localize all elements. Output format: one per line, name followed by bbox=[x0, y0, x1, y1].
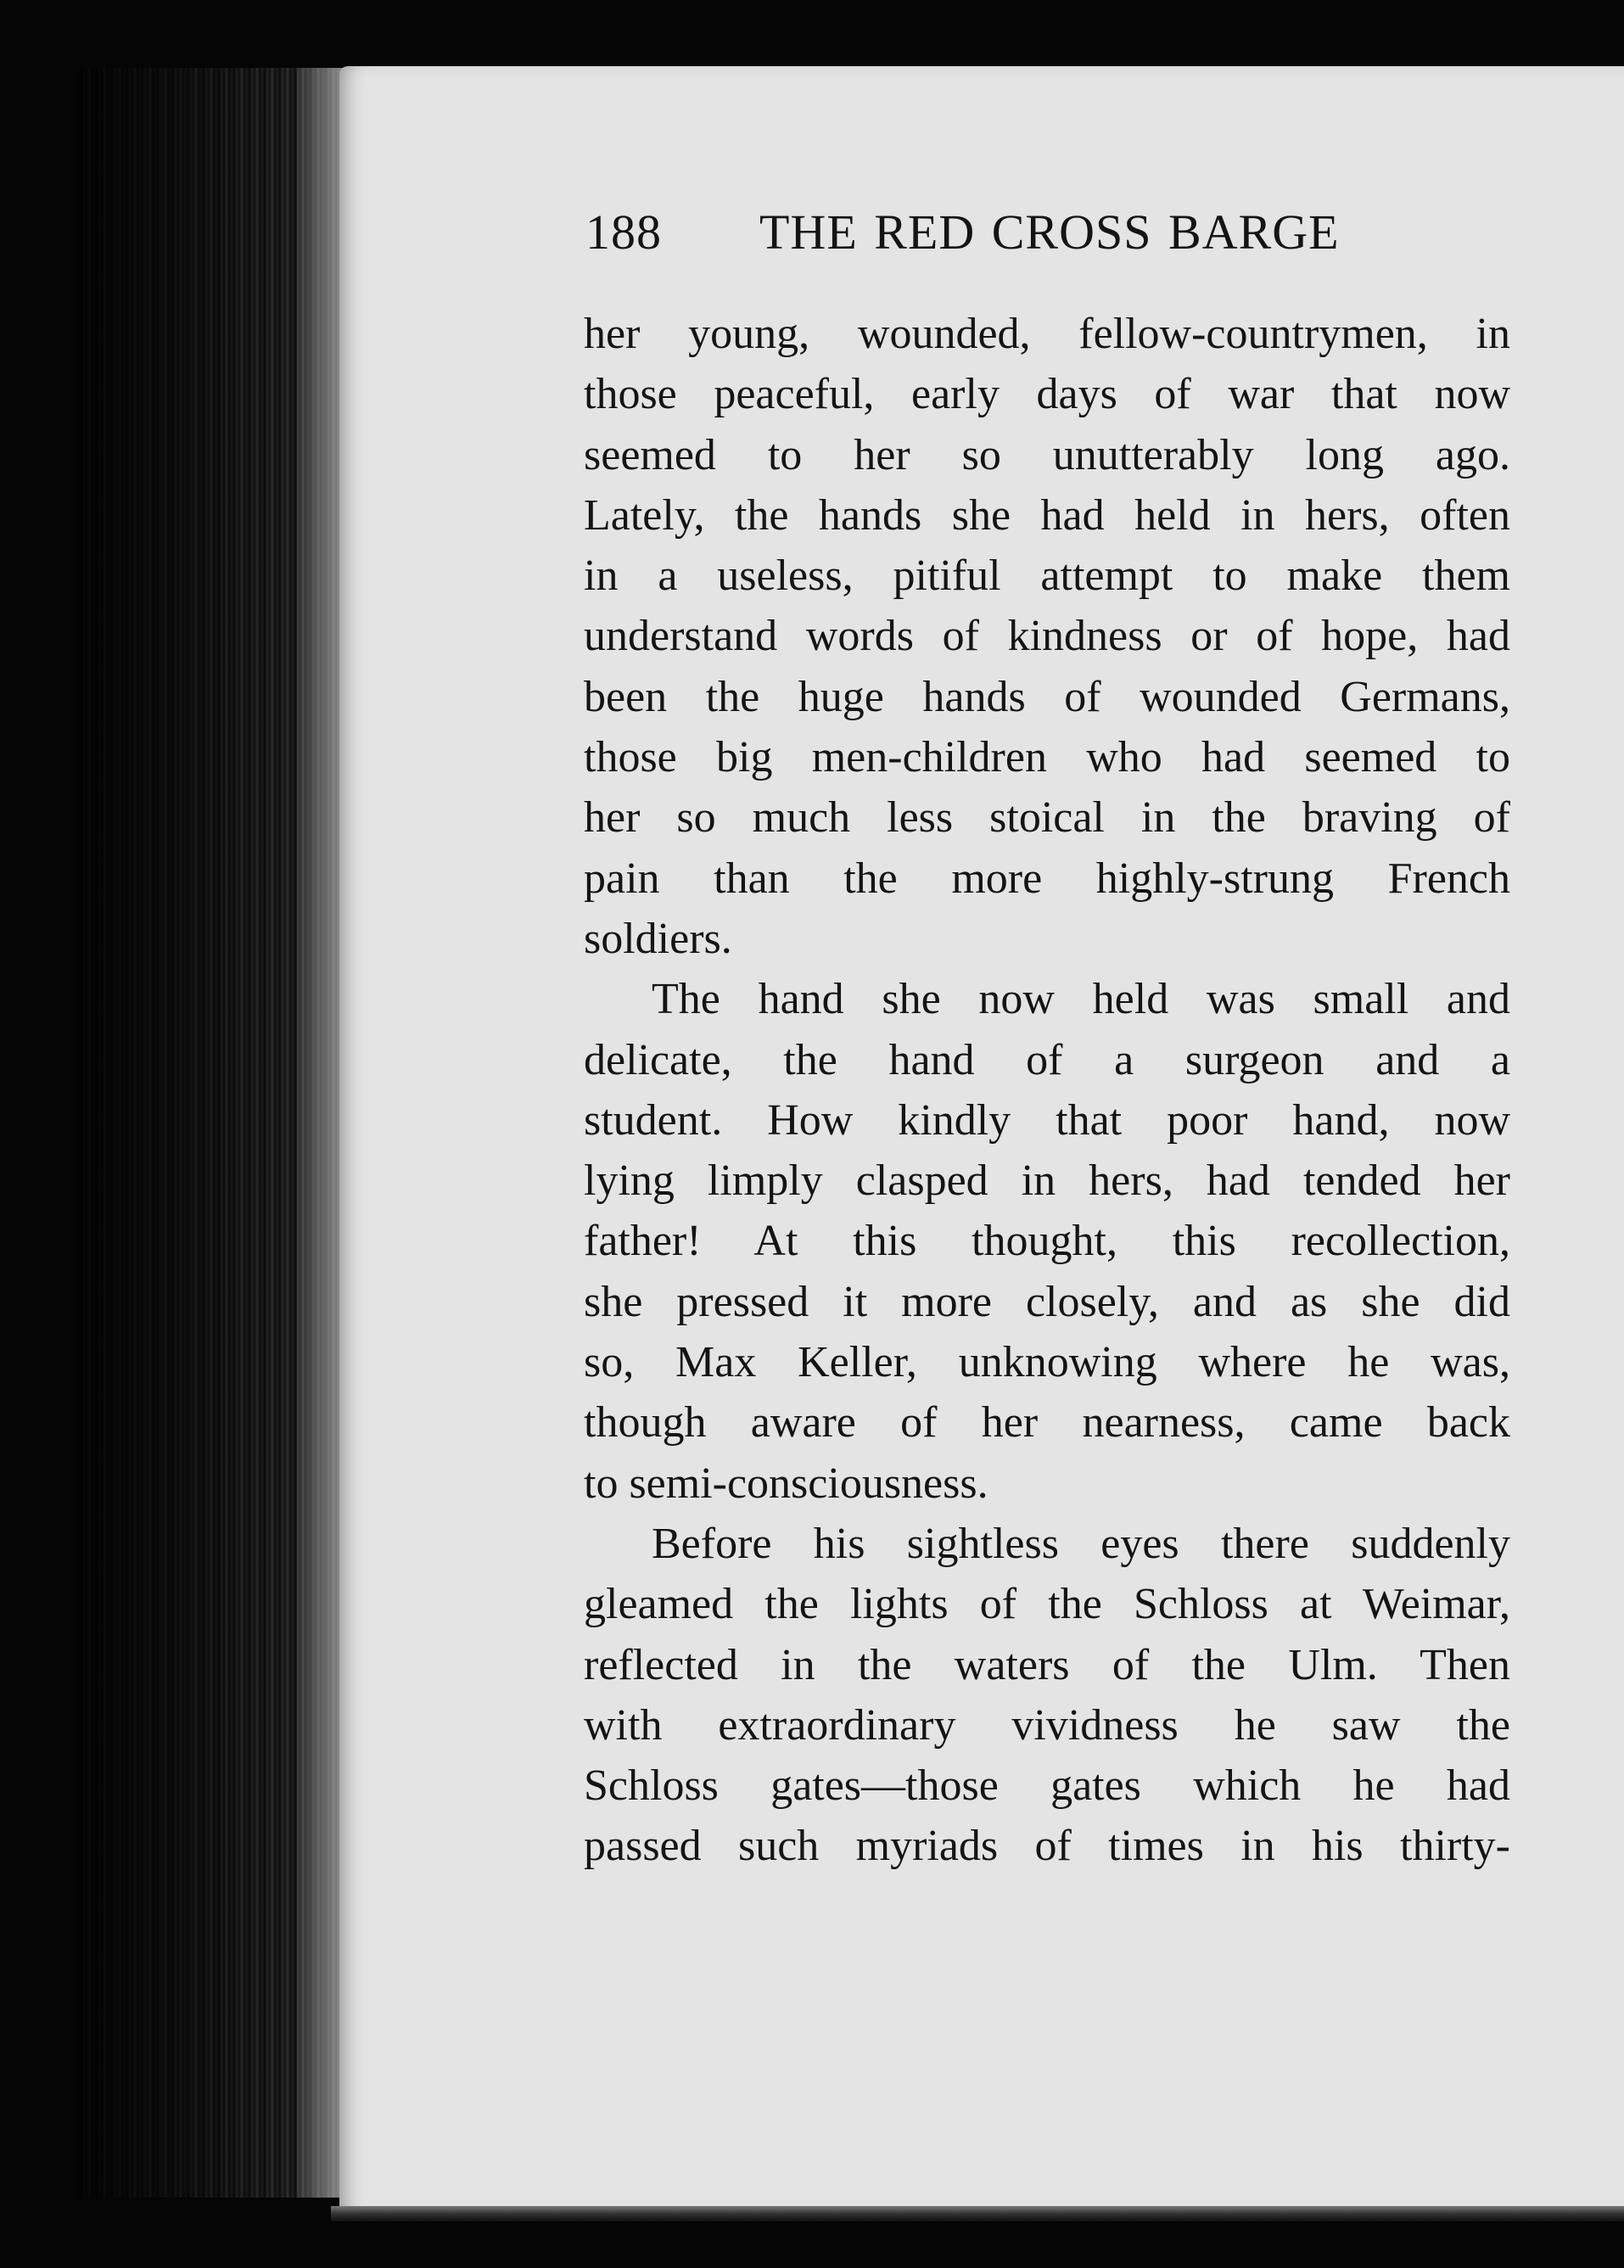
text-line: student. How kindly that poor hand, now bbox=[584, 1095, 1510, 1145]
text-line: those big men-children who had seemed to bbox=[584, 733, 1510, 782]
text-line: lying limply clasped in hers, had tended her bbox=[584, 1156, 1510, 1206]
text-line: Schloss gates—those gates which he had bbox=[584, 1761, 1510, 1811]
text-line: though aware of her nearness, came back bbox=[584, 1398, 1510, 1448]
text-line: Before his sightless eyes there suddenly bbox=[652, 1519, 1510, 1568]
text-line: seemed to her so unutterably long ago. bbox=[584, 430, 1510, 479]
text-line: reflected in the waters of the Ulm. Then bbox=[584, 1640, 1510, 1689]
text-line: to semi-consciousness. bbox=[584, 1459, 988, 1508]
body-text bbox=[584, 304, 1510, 1877]
text-line: her young, wounded, fellow-countrymen, in bbox=[584, 310, 1510, 358]
page-bottom-shadow bbox=[331, 2206, 1624, 2221]
text-line: with extraordinary vividness he saw the bbox=[584, 1700, 1510, 1750]
text-line: so, Max Keller, unknowing where he was, bbox=[584, 1338, 1510, 1387]
text-line: her so much less stoical in the braving of bbox=[584, 793, 1510, 843]
text-line: been the huge hands of wounded Germans, bbox=[584, 672, 1510, 721]
text-line: in a useless, pitiful attempt to make them bbox=[584, 552, 1510, 601]
text-line: passed such myriads of times in his thirty- bbox=[584, 1822, 1510, 1871]
text-line: delicate, the hand of a surgeon and a bbox=[584, 1035, 1510, 1084]
running-title: THE RED CROSS BARGE bbox=[759, 204, 1340, 260]
page-number: 188 bbox=[585, 204, 662, 260]
text-line: she pressed it more closely, and as she did bbox=[584, 1277, 1510, 1326]
running-header bbox=[585, 204, 1366, 272]
text-line: soldiers. bbox=[584, 914, 732, 963]
text-line: The hand she now held was small and bbox=[652, 975, 1510, 1024]
text-line: those peaceful, early days of war that now bbox=[584, 370, 1510, 419]
text-line: Lately, the hands she had held in hers, often bbox=[584, 490, 1510, 540]
text-line: gleamed the lights of the Schloss at Weimar, bbox=[584, 1580, 1510, 1629]
text-line: pain than the more highly-strung French bbox=[584, 854, 1510, 903]
book-page-edges bbox=[76, 68, 348, 2198]
text-line: father! At this thought, this recollection, bbox=[584, 1217, 1510, 1266]
text-line: understand words of kindness or of hope, had bbox=[584, 612, 1510, 661]
